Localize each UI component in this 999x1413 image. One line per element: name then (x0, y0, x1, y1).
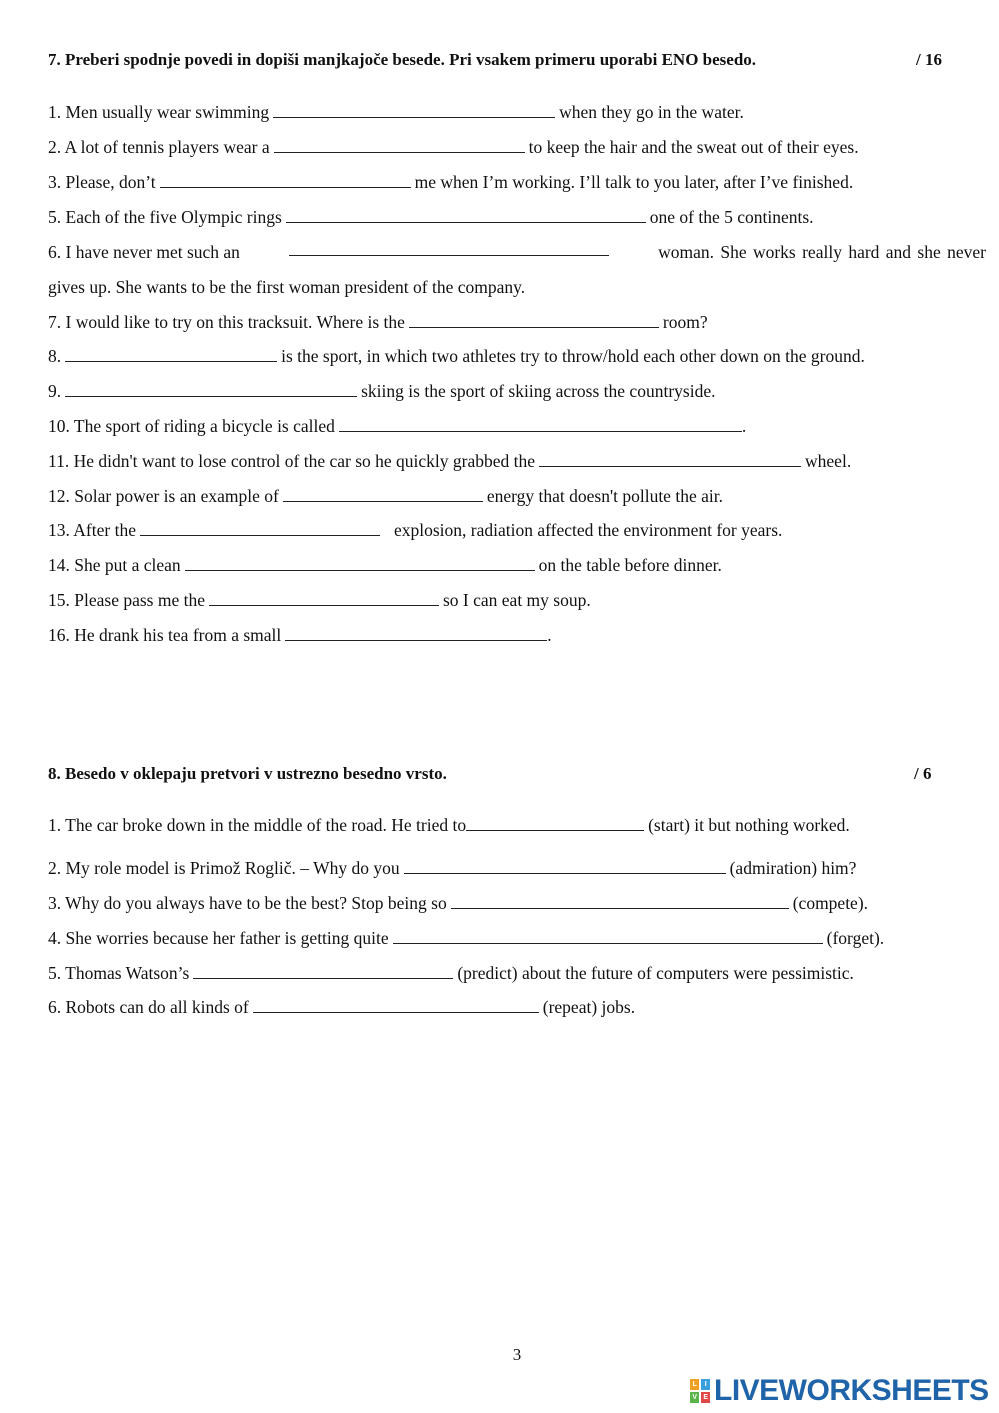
item-text: 9. (48, 381, 62, 401)
list-item (48, 415, 746, 437)
logo-text: LIVEWORKSHEETS (714, 1374, 989, 1407)
answer-blank[interactable] (65, 347, 277, 362)
item-text: (start) it but nothing worked. (648, 815, 850, 835)
item-text: 16. He drank his tea from a small (48, 625, 282, 645)
answer-blank[interactable] (274, 138, 525, 153)
item-text: . (741, 416, 747, 436)
list-item (48, 624, 552, 646)
answer-blank[interactable] (404, 859, 726, 874)
item-text: 4. She worries because her father is getting quite (48, 928, 389, 948)
item-text: wheel. (805, 451, 852, 471)
item-text: me when I’m working. I’ll talk to you later, after I’ve finished. (414, 172, 854, 192)
answer-blank[interactable] (65, 382, 357, 397)
list-item (48, 927, 884, 949)
list-item (48, 589, 591, 611)
answer-blank[interactable] (539, 452, 801, 467)
list-item (48, 241, 986, 263)
list-item (48, 485, 723, 507)
item-text: 14. She put a clean (48, 555, 181, 575)
answer-blank[interactable] (289, 241, 609, 256)
answer-blank[interactable] (209, 591, 439, 606)
list-item (48, 101, 744, 123)
item-text: (predict) about the future of computers were pessimistic. (457, 963, 854, 983)
item-text: 8. (48, 346, 62, 366)
item-text: woman. She works really hard and she never (658, 242, 986, 262)
section-8-heading: 8. Besedo v oklepaju pretvori v ustrezno besedno vrsto. (48, 764, 447, 783)
page-number: 3 (512, 1345, 522, 1364)
item-text: (forget). (826, 928, 885, 948)
item-text: 2. A lot of tennis players wear a (48, 137, 270, 157)
list-item (48, 962, 854, 984)
answer-blank[interactable] (451, 894, 789, 909)
item-text: energy that doesn't pollute the air. (486, 486, 723, 506)
list-item (48, 519, 782, 541)
item-text: 6. I have never met such an (48, 242, 240, 262)
item-text: 11. He didn't want to lose control of the car so he quickly grabbed the (48, 451, 536, 471)
answer-blank[interactable] (339, 417, 742, 432)
answer-blank[interactable] (273, 103, 555, 118)
item-text: . (547, 625, 552, 645)
list-item (48, 311, 708, 333)
item-text: to keep the hair and the sweat out of their eyes. (528, 137, 859, 157)
item-text: so I can eat my soup. (442, 590, 591, 610)
item-text: 5. Thomas Watson’s (48, 963, 190, 983)
answer-blank[interactable] (253, 998, 539, 1013)
list-item (48, 345, 865, 367)
item-text: (admiration) him? (729, 858, 857, 878)
item-text: 3. Please, don’t (48, 172, 156, 192)
answer-blank[interactable] (283, 487, 483, 502)
item-text: room? (662, 312, 708, 332)
answer-blank[interactable] (393, 929, 823, 944)
list-item (48, 554, 722, 576)
logo-blocks-icon: L I V E (690, 1379, 710, 1403)
item-text: 6. Robots can do all kinds of (48, 997, 249, 1017)
item-text: 3. Why do you always have to be the best? Stop being so (48, 893, 447, 913)
liveworksheets-logo (690, 1374, 989, 1408)
section-7-points: / 16 (916, 50, 942, 69)
item-text: when they go in the water. (559, 102, 744, 122)
list-item (48, 996, 635, 1018)
answer-blank[interactable] (466, 816, 644, 831)
item-text: 1. Men usually wear swimming (48, 102, 270, 122)
answer-blank[interactable] (160, 173, 411, 188)
item-text: on the table before dinner. (538, 555, 722, 575)
answer-blank[interactable] (193, 964, 453, 979)
item-text: 2. My role model is Primož Roglič. – Why do you (48, 858, 400, 878)
item-text: is the sport, in which two athletes try to throw/hold each other down on the ground. (281, 346, 865, 366)
answer-blank[interactable] (285, 626, 547, 641)
item-text: explosion, radiation affected the environment for years. (393, 520, 783, 540)
list-item (48, 857, 856, 879)
item-text: 5. Each of the five Olympic rings (48, 207, 282, 227)
list-item (48, 380, 715, 402)
answer-blank[interactable] (286, 208, 646, 223)
section-7-heading: 7. Preberi spodnje povedi in dopiši manjkajoče besede. Pri vsakem primeru uporabi ENO besedo. (48, 50, 757, 69)
item-text: 13. After the (48, 520, 136, 540)
list-item (48, 171, 853, 193)
section-8-points: / 6 (914, 764, 932, 783)
list-item (48, 450, 851, 472)
answer-blank[interactable] (409, 313, 659, 328)
item-text: skiing is the sport of skiing across the countryside. (361, 381, 716, 401)
list-item (48, 814, 850, 836)
answer-blank[interactable] (140, 521, 380, 536)
item-text: 10. The sport of riding a bicycle is called (48, 416, 335, 436)
item-text: (compete). (792, 893, 869, 913)
answer-blank[interactable] (185, 556, 535, 571)
item-text: 15. Please pass me the (48, 590, 205, 610)
list-item (48, 206, 814, 228)
item-text: 1. The car broke down in the middle of the road. He tried to (48, 815, 467, 835)
list-item (48, 892, 868, 914)
item-text: 12. Solar power is an example of (48, 486, 279, 506)
list-item-continuation (48, 276, 525, 298)
list-item (48, 136, 859, 158)
item-text: 7. I would like to try on this tracksuit. Where is the (48, 312, 405, 332)
item-text: gives up. She wants to be the first woman president of the company. (48, 277, 526, 297)
item-text: one of the 5 continents. (649, 207, 814, 227)
item-text: (repeat) jobs. (542, 997, 636, 1017)
